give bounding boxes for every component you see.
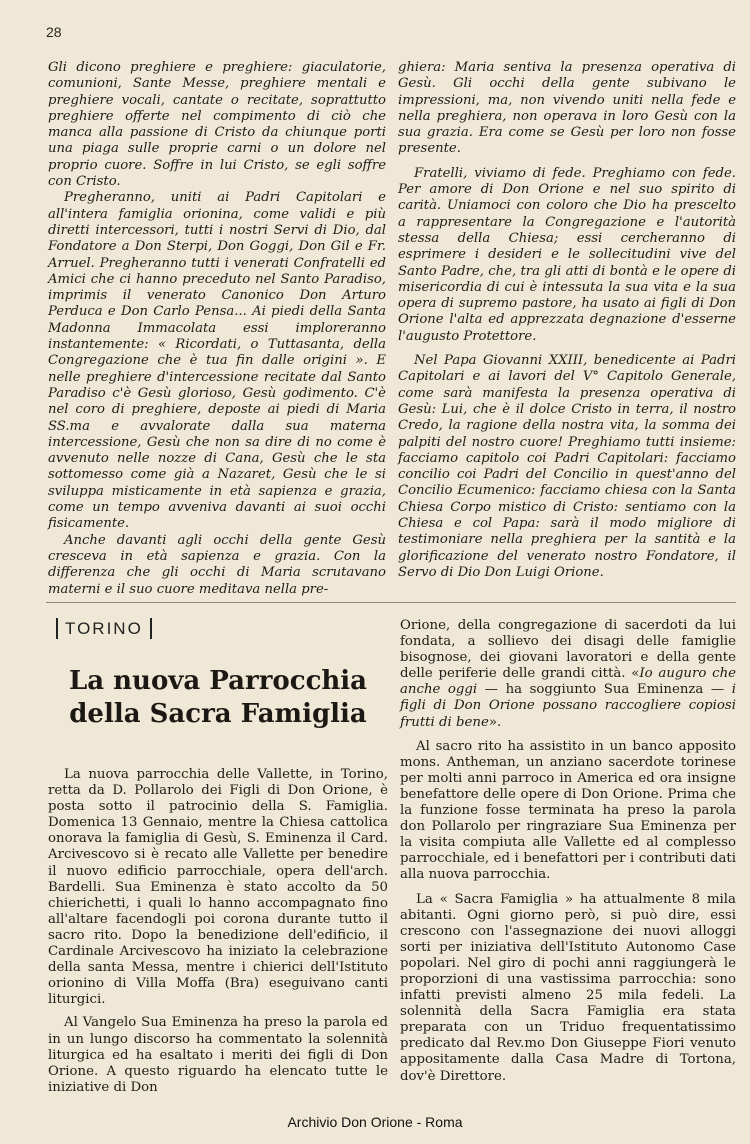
meditation-paragraph: Pregheranno, uniti ai Padri Capitolari e all'intera famiglia orionina, come validi e più diretti intercessori, tutti i nostri Servi di Dio, dal Fondatore a Don Sterpi, Don Goggi, Don Gil e Fr. Arruel. Pregheranno tutti i venerati Confratelli ed Amici che ci hanno preceduto nel Santo Paradiso, imprimis il venerato Canonico Don Arturo Perduca e Don Carlo Pensa... Ai piedi della Santa Madonna Immacolata essi imploreranno instantemente: « Ricordati, o Tuttasanta, della Congregazione che è tua fin dalle origini ». E nelle preghiere d'intercessione recitate dal Santo Paradiso c'è Gesù glorioso, Gesù godimento. C'è nel coro di preghiere, deposte ai piedi di Maria SS.ma e avvalorate dalla sua materna intercessione, Gesù che non sa dire di no come è avvenuto nelle nozze di Cana, Gesù che le sta sottomesso come già a Nazaret, Gesù che le si sviluppa misticamente in età sapienza e grazia, come un tempo avveniva davanti ai suoi occhi fisicamente. [48, 190, 386, 532]
article-column-left [48, 618, 388, 1103]
meditation-paragraph: Gli dicono preghiere e preghiere: giaculatorie, comunioni, Sante Messe, preghiere mentali e preghiere vocali, cantate o recitate, soprattutto preghiere offerte nel compimento di ciò che manca alla passione di Cristo da chiunque porti una piaga sulle proprie carni o un dolore nel proprio cuore. Soffre in lui Cristo, se egli soffre con Cristo. [48, 60, 386, 190]
article-headline [48, 665, 388, 731]
meditation-paragraph: Nel Papa Giovanni XXIII, benedicente ai Padri Capitolari e ai lavori del V° Capitolo Generale, come sarà manifesta la presenza operativa di Gesù: Lui, che è il dolce Cristo in terra, il nostro Credo, la ragione della nostra vita, la somma dei palpiti del nostro cuore! Preghiamo tutti insieme: facciamo capitolo coi Padri Capitolari: facciamo concilio coi Padri del Concilio in quest'anno del Concilio Ecumenico: facciamo chiesa con la Santa Chiesa Corpo mistico di Cristo: sentiamo con la Chiesa e col Papa: sarà il modo migliore di testimoniare nella preghiera per la santità e la glorificazione del venerato nostro Fondatore, il Servo di Dio Don Luigi Orione. [398, 353, 736, 580]
article-column-right [400, 618, 736, 1103]
article-paragraph: La « Sacra Famiglia » ha attualmente 8 mila abitanti. Ogni giorno però, si può dire, essi crescono con l'assegnazione dei nuovi alloggi sorti per iniziativa dell'Istituto Autonomo Case popolari. Nel giro di pochi anni raggiungerà le proporzioni di una vastissima parrocchia: sono infatti previsti almeno 25 mila fedeli. La solennità della Sacra Famiglia era stata preparata con un Triduo frequentatissimo predicato dal Rev.mo Don Giuseppe Fiori venuto appositamente dalla Casa Madre di Tortona, dov'è Direttore. [400, 891, 736, 1084]
article-body [48, 767, 388, 1096]
meditation-column-left [48, 60, 386, 598]
meditation-column-right [398, 60, 736, 598]
article-paragraph: Al Vangelo Sua Eminenza ha preso la parola ed in un lungo discorso ha commentato la solennità liturgica ed ha esaltato i meriti dei figli di Don Orione. A questo riguardo ha elencato tutte le iniziative di Don [48, 1015, 388, 1095]
page-number: 28 [46, 24, 62, 40]
meditation-text [48, 60, 736, 598]
text-run: ». [488, 714, 502, 730]
meditation-paragraph: ghiera: Maria sentiva la presenza operativa di Gesù. Gli occhi della gente subivano le impressioni, ma, non vivendo uniti nella fede e nella preghiera, non operava in loro Gesù con la sua grazia. Era come se Gesù per loro non fosse presente. [398, 60, 736, 157]
article-paragraph: La nuova parrocchia delle Vallette, in Torino, retta da D. Pollarolo dei Figli di Don Orione, è posta sotto il patrocinio della S. Famiglia. Domenica 13 Gennaio, mentre la Chiesa cattolica onorava la famiglia di Gesù, S. Eminenza il Card. Arcivescovo si è recato alle Vallette per benedire il nuovo edificio parrocchiale, opera dell'arch. Bardelli. Sua Eminenza è stato accolto da 50 chierichetti, i quali lo hanno accompagnato fino all'altare facendogli poi corona durante tutto il sacro rito. Dopo la benedizione dell'edificio, il Cardinale Arcivescovo ha iniziato la celebrazione della santa Messa, mentre i chierici dell'Istituto orionino di Villa Moffa (Bra) eseguivano canti liturgici. [48, 767, 388, 1008]
text-run: Orione, della congregazione di sacerdoti da lui fondata, a sollievo dei disagi delle famiglie bisognose, dei giovani lavoratori e della gente delle periferie delle grandi città. « [400, 618, 736, 682]
quote-run: i figli di Don Orione possano raccogliere copiosi frutti di bene [400, 682, 736, 730]
text-run: — ha soggiunto Sua Eminenza — [477, 682, 732, 698]
archive-footer: Archivio Don Orione - Roma [287, 1114, 463, 1130]
meditation-paragraph: Fratelli, viviamo di fede. Preghiamo con fede. Per amore di Don Orione e nel suo spirito di carità. Uniamoci con coloro che Dio ha prescelto a rappresentare la Congregazione e l'autorità stessa della Chiesa; essi cercheranno di esprimere i desideri e le sollecitudini vive del Santo Padre, che, tra gli atti di bontà e le opere di misericordia di cui è intessuta la sua vita e la sua opera di supremo pastore, ha usato ai figli di Don Orione l'alta ed apprezzata degnazione d'esserne l'augusto Protettore. [398, 165, 736, 344]
headline-line: della Sacra Famiglia [69, 699, 367, 729]
article-paragraph: Al sacro rito ha assistito in un banco apposito mons. Antheman, un anziano sacerdote torinese per molti anni parroco in America ed ora insigne benefattore delle opere di Don Orione. Prima che la funzione fosse terminata ha preso la parola don Pollarolo per ringraziare Sua Eminenza per la visita compiuta alle Vallette ed al complesso parrocchiale, ed i benefattori per i contributi dati alla nuova parrocchia. [400, 738, 736, 883]
headline-line: La nuova Parrocchia [68, 666, 368, 696]
section-divider [46, 602, 736, 603]
meditation-paragraph: Anche davanti agli occhi della gente Gesù cresceva in età sapienza e grazia. Con la differenza che gli occhi di Maria scrutavano materni e il suo cuore meditava nella pre- [48, 532, 386, 597]
section-tag: TORINO [56, 618, 152, 639]
news-article [48, 618, 736, 1103]
quote-run: Io auguro che anche oggi [400, 666, 737, 698]
article-paragraph [400, 618, 736, 731]
